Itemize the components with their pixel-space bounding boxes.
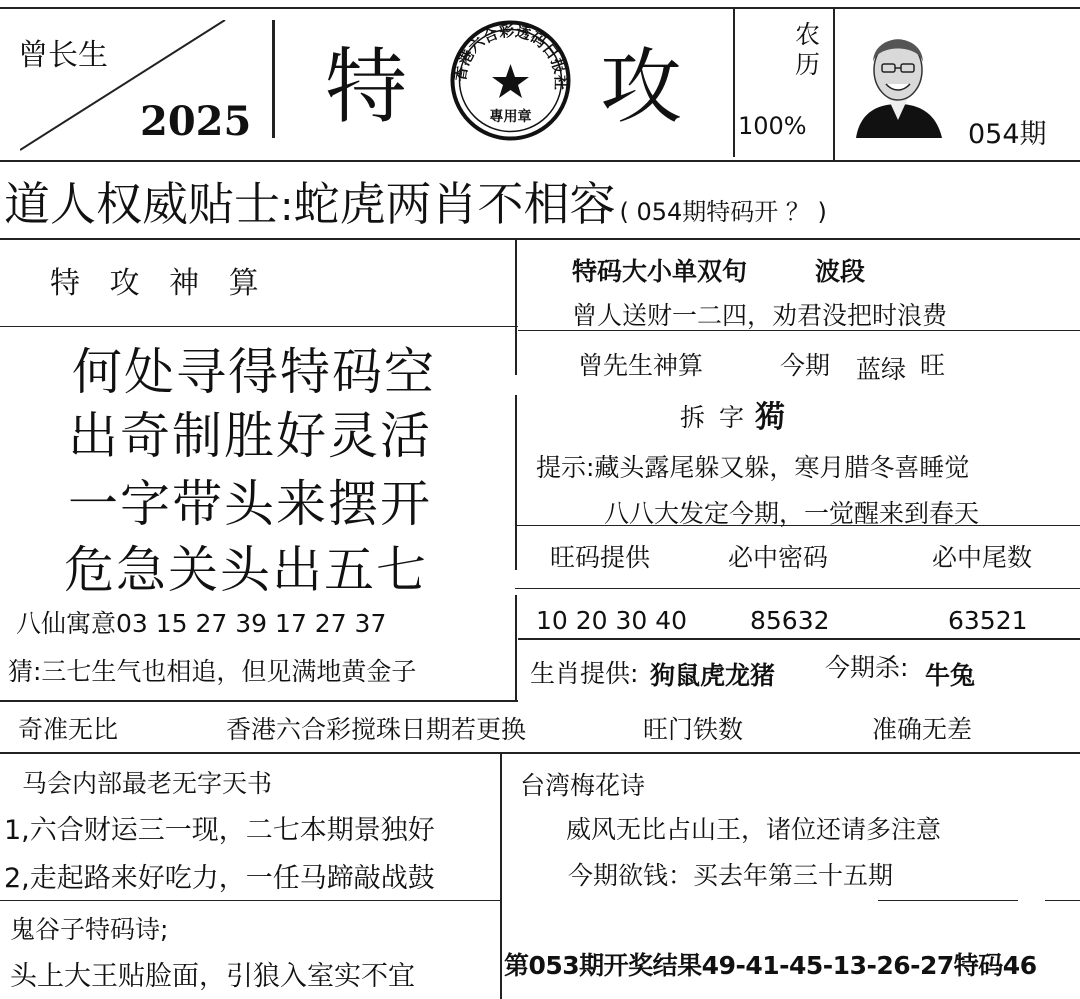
nongli-label: 农历 bbox=[795, 20, 821, 79]
poem-line-4: 危急关头出五七 bbox=[64, 541, 428, 599]
plum-poem-title: 台湾梅花诗 bbox=[520, 771, 646, 800]
hint-line-1: 提示:藏头露尾躲又躲，寒月腊冬喜睡觉 bbox=[536, 453, 970, 482]
headline-slogan: 蛇虎两肖不相容 bbox=[293, 177, 616, 231]
draw-result: 第053期开奖结果49-41-45-13-26-27特码46 bbox=[504, 951, 1037, 980]
mr-zeng-label: 曾先生神算 bbox=[578, 351, 704, 380]
title-char-right: 攻 bbox=[600, 40, 683, 135]
center-vertical-divider-low bbox=[515, 595, 517, 700]
guiguzi-line: 头上大王贴脸面，引狼入室实不宜 bbox=[10, 961, 415, 992]
bottom-right-short-1 bbox=[878, 900, 1018, 901]
band-text-1: 奇准无比 bbox=[18, 715, 119, 744]
left-bottom-border bbox=[0, 700, 518, 702]
left-heading: 特 攻 神 算 bbox=[50, 266, 269, 301]
headline-colon: : bbox=[280, 184, 294, 230]
band-text-4: 准确无差 bbox=[872, 715, 973, 744]
header-top-border bbox=[0, 7, 1080, 9]
tail-number-label: 必中尾数 bbox=[932, 543, 1033, 572]
tianshu-title: 马会内部最老无字天书 bbox=[22, 769, 273, 798]
kill-value: 牛兔 bbox=[925, 661, 976, 690]
center-vertical-divider-mid bbox=[515, 395, 517, 570]
bottom-right-short-2 bbox=[1045, 900, 1080, 901]
kill-label: 今期杀: bbox=[825, 653, 909, 682]
percent-label: 100% bbox=[738, 112, 807, 140]
header-divider-3 bbox=[833, 7, 835, 162]
tianshu-num-2: 2, bbox=[4, 863, 30, 894]
middle-bottom-border bbox=[0, 752, 1080, 754]
right-row-border-4 bbox=[518, 638, 1080, 640]
title-char-left: 特 bbox=[325, 40, 408, 135]
poem-line-3: 一字带头来摆开 bbox=[68, 475, 432, 533]
wave-label: 波段 bbox=[815, 257, 866, 286]
plum-poem-line-2: 今期欲钱：买去年第三十五期 bbox=[568, 861, 894, 890]
svg-text:專用章: 專用章 bbox=[489, 109, 532, 125]
guiguzi-title: 鬼谷子特码诗; bbox=[10, 915, 169, 944]
tip-line-1: 曾人送财一二四，劝君没把时浪费 bbox=[572, 301, 948, 330]
secret-code-value: 85632 bbox=[750, 606, 830, 635]
bottom-vertical-divider bbox=[500, 752, 502, 999]
color-wave-value: 蓝绿 bbox=[856, 355, 907, 384]
tianshu-num-1: 1, bbox=[4, 815, 30, 846]
hot-number-label: 旺码提供 bbox=[550, 543, 651, 572]
headline-note: ( 054期特码开 ？ ) bbox=[619, 198, 827, 226]
headline-main: 道人权威贴士 bbox=[4, 177, 280, 231]
header-divider-2 bbox=[733, 7, 735, 157]
chaizi-value: 㺃 bbox=[755, 400, 785, 435]
tianshu-line-2 bbox=[4, 856, 435, 895]
band-text-2: 香港六合彩搅珠日期若更换 bbox=[226, 715, 527, 744]
poem-line-1: 何处寻得特码空 bbox=[72, 343, 436, 401]
band-text-3: 旺门铁数 bbox=[643, 715, 744, 744]
seal-stamp-icon bbox=[448, 18, 573, 143]
tail-number-value: 63521 bbox=[948, 606, 1028, 635]
baxian-line: 八仙寓意03 15 27 39 17 27 37 bbox=[16, 609, 387, 638]
this-issue-label: 今期 bbox=[780, 351, 831, 380]
tianshu-text-2: 走起路来好吃力，一任马蹄敲战鼓 bbox=[29, 863, 435, 894]
plum-poem-line-1: 威风无比占山王，诸位还请多注意 bbox=[566, 815, 942, 844]
chaizi-label: 拆 字 bbox=[680, 403, 747, 432]
header-divider-1 bbox=[272, 20, 275, 138]
bottom-left-mid-border bbox=[0, 900, 500, 901]
right-row-border-3 bbox=[515, 588, 1080, 589]
center-vertical-divider-top bbox=[515, 240, 517, 375]
author-name: 曾长生 bbox=[18, 38, 108, 73]
svg-text:香港六合彩透码日报社: 香港六合彩透码日报社 bbox=[451, 21, 570, 91]
headline-row bbox=[4, 168, 827, 234]
tianshu-line-1 bbox=[4, 808, 435, 847]
issue-number: 054期 bbox=[968, 119, 1047, 150]
zodiac-value: 狗鼠虎龙猪 bbox=[650, 661, 776, 690]
guess-line: 猜:三七生气也相追，但见满地黄金子 bbox=[8, 657, 417, 686]
left-heading-border bbox=[0, 326, 518, 327]
portrait-photo bbox=[848, 20, 948, 138]
hint-line-2: 八八大发定今期，一觉醒来到春天 bbox=[604, 499, 980, 528]
size-odd-even-label: 特码大小单双句 bbox=[572, 257, 748, 286]
zodiac-label: 生肖提供: bbox=[530, 659, 639, 688]
tianshu-text-1: 六合财运三一现，二七本期景独好 bbox=[29, 815, 435, 846]
secret-code-label: 必中密码 bbox=[728, 543, 829, 572]
headline-bottom-border bbox=[0, 238, 1080, 240]
wang-label: 旺 bbox=[920, 351, 946, 380]
year-label: 2025 bbox=[140, 98, 252, 145]
hot-number-value: 10 20 30 40 bbox=[536, 606, 688, 635]
poem-line-2: 出奇制胜好灵活 bbox=[68, 407, 432, 465]
header-bottom-border bbox=[0, 160, 1080, 162]
